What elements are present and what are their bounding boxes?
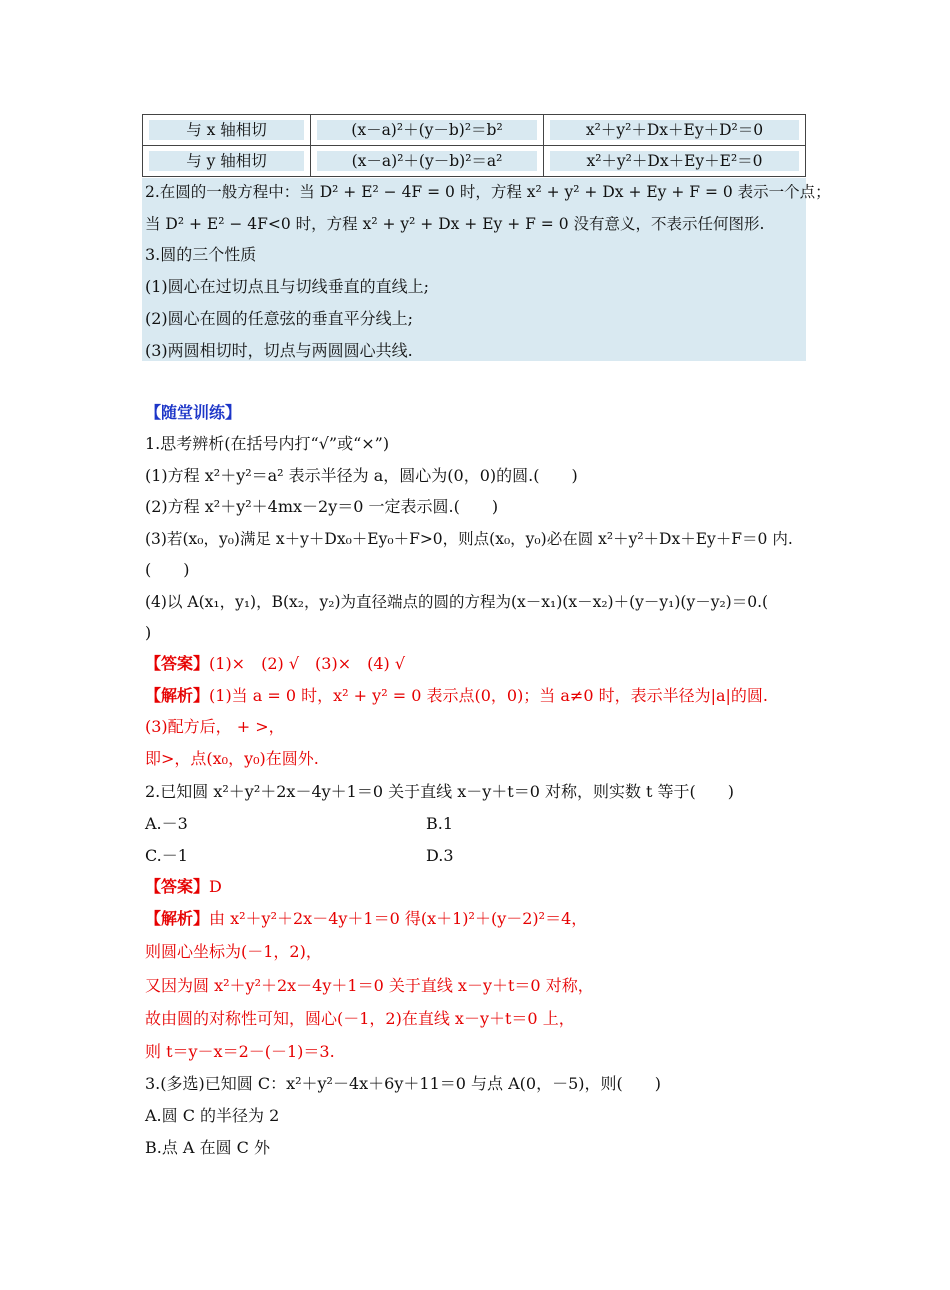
q1-item: (1)方程 x²＋y²＝a² 表示半径为 a，圆心为(0，0)的圆.( ) (145, 466, 578, 485)
q2-title: 2.已知圆 x²＋y²＋2x－4y＋1＝0 关于直线 x－y＋t＝0 对称，则实数 t 等于( ) (145, 782, 735, 801)
analysis-text: 故由圆的对称性可知，圆心(－1，2)在直线 x－y＋t＝0 上， (145, 1009, 575, 1028)
analysis-text: 即>，点(x₀，y₀)在圆外. (145, 749, 319, 768)
answer-text: (1)× (2) √ (3)× (4) √ (209, 654, 406, 673)
q3-title: 3.(多选)已知圆 C：x²＋y²－4x＋6y＋11＝0 与点 A(0，－5)，则( ) (145, 1074, 661, 1093)
q3-option: B.点 A 在圆 C 外 (145, 1138, 270, 1157)
table-cell: x²＋y²＋Dx＋Ey＋D²＝0 (550, 120, 799, 140)
q2-option: B.1 (426, 814, 454, 833)
answer-label: 【答案】 (145, 654, 210, 673)
analysis-label: 【解析】 (145, 686, 210, 705)
summary-p3-item: (3)两圆相切时，切点与两圆圆心共线. (145, 341, 413, 360)
q2-option: A.－3 (145, 814, 188, 833)
table-row (143, 146, 806, 177)
analysis-text: 又因为圆 x²＋y²＋2x－4y＋1＝0 关于直线 x－y＋t＝0 对称， (145, 976, 594, 995)
analysis-text: 则圆心坐标为(－1，2)， (145, 942, 322, 961)
q1-item: (3)若(x₀，y₀)满足 x＋y＋Dx₀＋Ey₀＋F>0，则点(x₀，y₀)必在圆 x²＋y²＋Dx＋Ey＋F＝0 内. (145, 530, 793, 548)
q1-item: (2)方程 x²＋y²＋4mx－2y＝0 一定表示圆.( ) (145, 497, 499, 516)
summary-p2-line1: 2.在圆的一般方程中：当 D² + E² − 4F = 0 时，方程 x² + y² + Dx + Ey + F = 0 表示一个点； (145, 183, 831, 201)
analysis-label: 【解析】 (145, 909, 210, 928)
q3-option: A.圆 C 的半径为 2 (145, 1106, 280, 1125)
table-row (143, 115, 806, 146)
analysis-text: 由 x²＋y²＋2x－4y＋1＝0 得(x＋1)²＋(y－2)²＝4， (209, 909, 588, 928)
summary-p3-title: 3.圆的三个性质 (145, 245, 257, 264)
analysis-text: (3)配方后， + >， (145, 717, 285, 736)
practice-heading: 【随堂训练】 (145, 403, 242, 422)
summary-p2-line2: 当 D² + E² − 4F<0 时，方程 x² + y² + Dx + Ey + F = 0 没有意义，不表示任何图形. (145, 215, 765, 233)
answer-text: D (209, 877, 222, 896)
table-cell: 与 y 轴相切 (149, 151, 304, 171)
summary-box (142, 178, 806, 361)
table-cell: 与 x 轴相切 (149, 120, 304, 140)
answer-label: 【答案】 (145, 877, 210, 896)
analysis-text: (1)当 a = 0 时，x² + y² = 0 表示点(0，0)；当 a≠0 时，表示半径为|a|的圆. (209, 686, 769, 705)
q1-item: (4)以 A(x₁，y₁)，B(x₂，y₂)为直径端点的圆的方程为(x－x₁)(x－x₂)＋(y－y₁)(y－y₂)＝0.( (145, 593, 769, 611)
q1-item: ( ) (145, 560, 190, 579)
q2-option: D.3 (426, 846, 454, 865)
summary-p3-item: (2)圆心在圆的任意弦的垂直平分线上; (145, 309, 414, 328)
summary-p3-item: (1)圆心在过切点且与切线垂直的直线上; (145, 277, 430, 296)
analysis-text: 则 t＝y－x＝2－(－1)＝3. (145, 1042, 335, 1061)
q2-option: C.－1 (145, 846, 188, 865)
table-cell: (x－a)²＋(y－b)²＝b² (317, 120, 537, 140)
table-cell: x²＋y²＋Dx＋Ey＋E²＝0 (550, 151, 799, 171)
q1-item: ) (145, 623, 152, 642)
table-cell: (x－a)²＋(y－b)²＝a² (317, 151, 537, 171)
q1-title: 1.思考辨析(在括号内打“√”或“×”) (145, 434, 390, 453)
circle-tangent-table (142, 114, 806, 177)
